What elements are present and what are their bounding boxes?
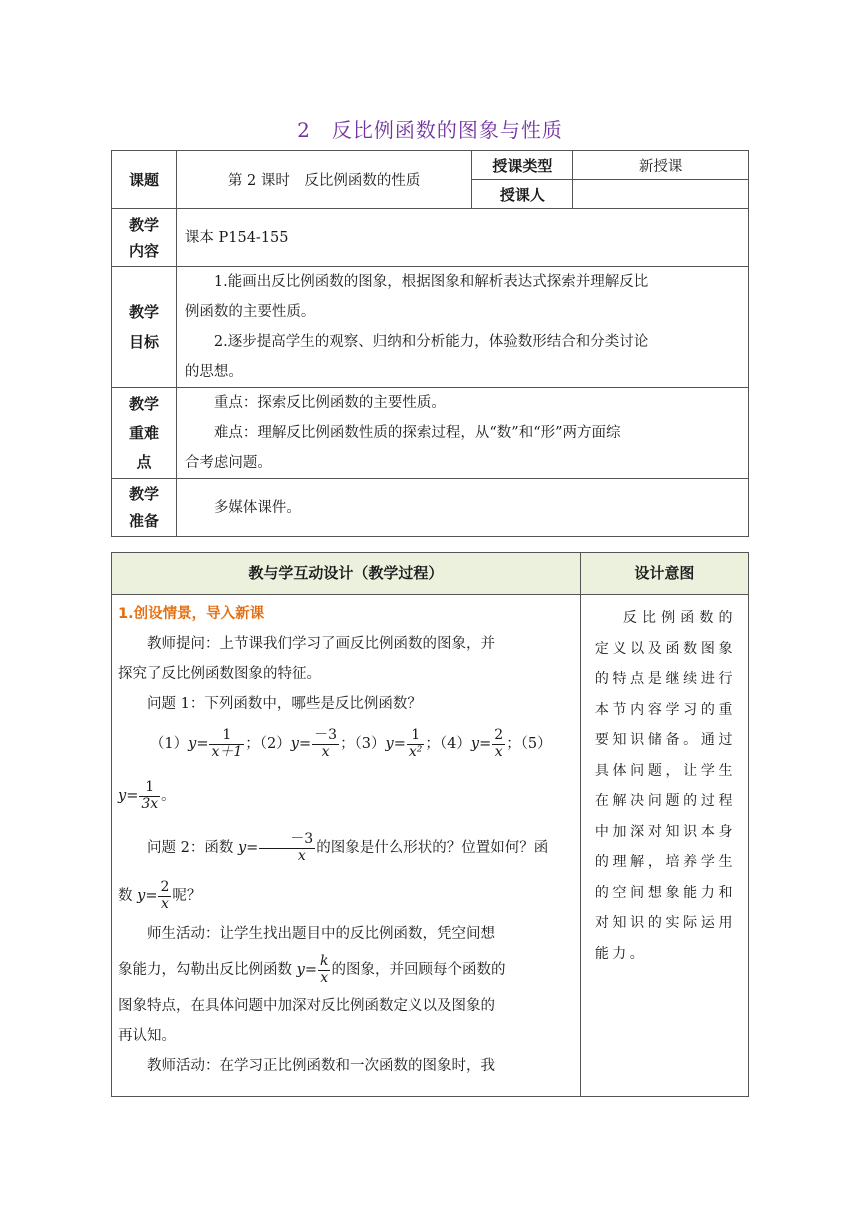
fraction: $\frac{2}{x}$ <box>160 879 170 912</box>
paragraph: 图象特点，在具体问题中加深对反比例函数定义以及图象的 <box>118 998 495 1014</box>
page-title: 2 反比例函数的图象与性质 <box>297 118 563 142</box>
paragraph: 教师活动：在学习正比例函数和一次函数的图象时，我 <box>147 1058 495 1074</box>
fraction: $\frac{1}{3x}$ <box>141 779 159 812</box>
topic-label: 课题 <box>112 151 177 209</box>
content-value: 课本 P154-155 <box>176 209 748 267</box>
teacher-value <box>573 180 749 209</box>
fraction: $\frac{2}{x}$ <box>494 727 504 760</box>
process-header: 教与学互动设计（教学过程） <box>112 553 581 595</box>
type-value: 新授课 <box>573 151 749 180</box>
design-intent-text: 反比例函数的定义以及函数图象的特点是继续进行本节内容学习的重要知识储备。通过具体问题，让学生在解决问题的过程中加深对知识本身的理解，培养学生的空间想象能力和对知识的实际运用能力。 <box>580 595 748 1097</box>
fraction: $\frac{1}{x+1}$ <box>211 727 243 760</box>
intent-header: 设计意图 <box>580 553 748 595</box>
paragraph: 象能力，勾勒出反比例函数 y= $\frac{k}{x}$ 的图象，并回顾每个函数的 <box>118 953 506 986</box>
paragraph: 探究了反比例函数图象的特征。 <box>118 666 321 682</box>
section-heading: 1.创设情景，导入新课 <box>118 606 265 622</box>
lesson-title: 第 2 课时 反比例函数的性质 <box>176 151 472 209</box>
question-2: 问题 2：函数 y= $\frac{-3}{x}$ 的图象是什么形状的？位置如何？函 <box>147 831 549 864</box>
prep-label: 教学 准备 <box>112 479 177 537</box>
paragraph: 教师提问：上节课我们学习了画反比例函数的图象，并 <box>147 636 495 652</box>
fraction: $\frac{k}{x}$ <box>319 953 329 986</box>
fraction: $\frac{-3}{x}$ <box>259 832 315 864</box>
paragraph: 再认知。 <box>118 1028 176 1044</box>
fraction: $\frac{1}{\text{x²}}$ <box>408 727 423 760</box>
goals-text: 1.能画出反比例函数的图象，根据图象和解析表达式探索并理解反比 例函数的主要性质。 2.逐步提高学生的观察、归纳和分析能力，体验数形结合和分类讨论 的思想。 <box>176 267 748 388</box>
paragraph: 师生活动：让学生找出题目中的反比例函数，凭空间想 <box>147 926 495 942</box>
function-item-5: y= $\frac{1}{3x}$ 。 <box>118 779 176 812</box>
function-list: （1）y= $\frac{1}{x+1}$ ；（2）y= $\frac{-3}{x}$ ；（3）y= $\frac{1}{\text{x²}}$ ；（4）y= $\frac{2}{x}$ ；（5） <box>149 727 552 760</box>
fraction: $\frac{-3}{x}$ <box>314 727 338 760</box>
teaching-process-table <box>111 552 749 1097</box>
content-label: 教学 内容 <box>112 209 177 267</box>
goals-label: 教学 目标 <box>112 267 177 388</box>
key-difficulty-text: 重点：探索反比例函数的主要性质。 难点：理解反比例函数性质的探索过程，从“数”和“形”两方面综 合考虑问题。 <box>176 388 748 479</box>
lesson-info-table <box>111 150 749 537</box>
teacher-label: 授课人 <box>472 180 573 209</box>
process-content <box>112 595 581 1097</box>
key-difficulty-label: 教学 重难 点 <box>112 388 177 479</box>
type-label: 授课类型 <box>472 151 573 180</box>
question-2-cont: 数 y= $\frac{2}{x}$ 呢？ <box>118 879 202 912</box>
prep-value: 多媒体课件。 <box>176 479 748 537</box>
question-1: 问题 1：下列函数中，哪些是反比例函数？ <box>147 696 422 712</box>
